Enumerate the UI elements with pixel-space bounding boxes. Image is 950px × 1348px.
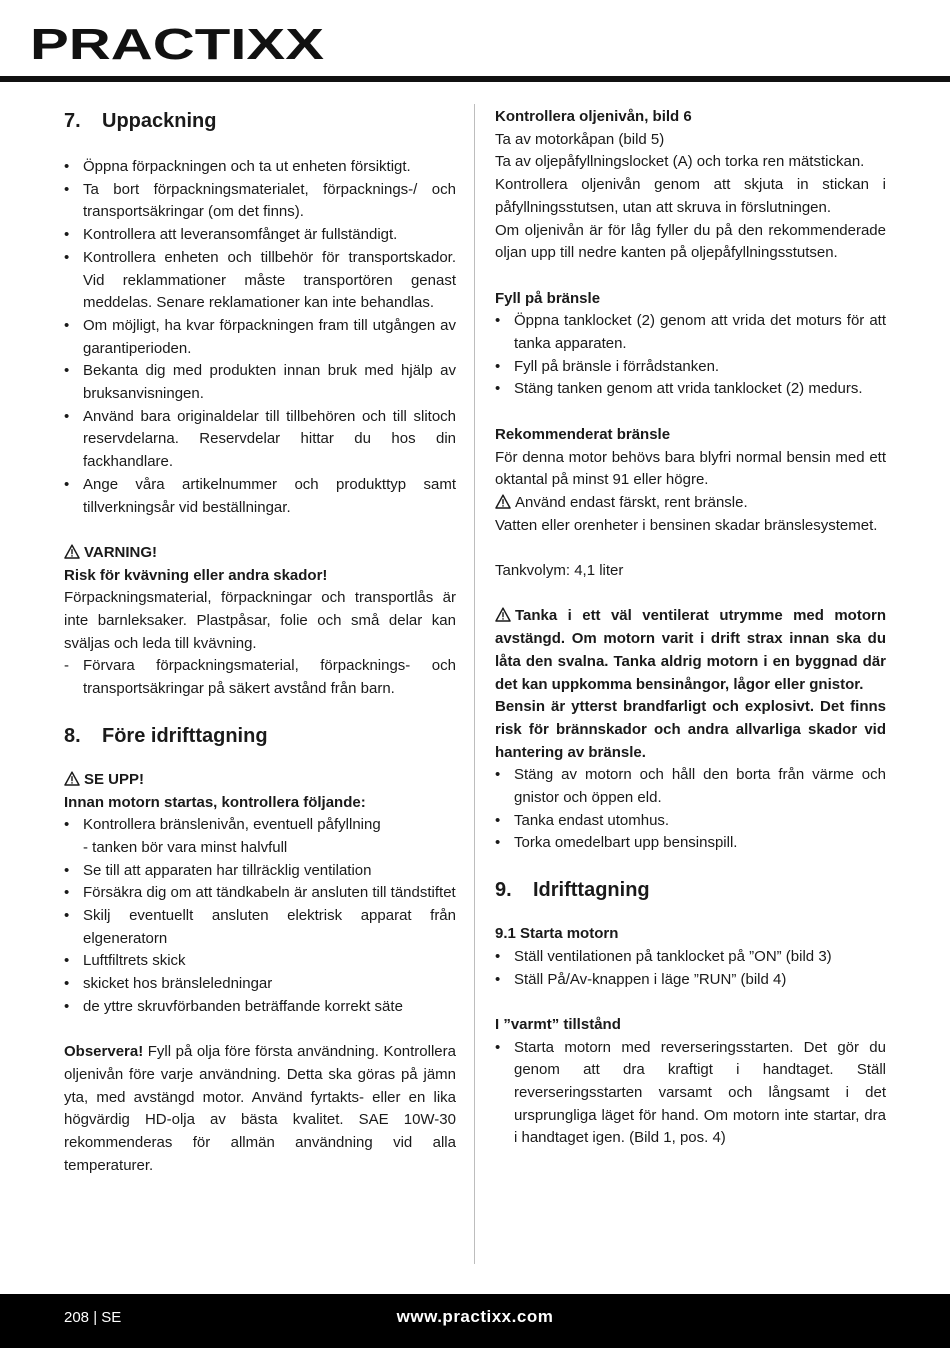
- list-item: • Kontrollera att leveransomfånget är fullständigt.: [64, 224, 456, 247]
- list-item: • Ange våra artikelnummer och produkttyp samt tillverkningsår vid beställningar.: [64, 474, 456, 519]
- section-8-heading: 8. Före idrifttagning: [64, 724, 268, 747]
- list-item: • Använd bara originaldelar till tillbehören och till slitoch reservdelarna. Reservdelar hittar du hos din fackhandlare.: [64, 406, 456, 474]
- list-item: • Stäng av motorn och håll den borta från värme och gnistor och öppen eld.: [495, 764, 886, 809]
- website-url: www.practixx.com: [396, 1307, 554, 1326]
- warning-triangle-icon: [495, 607, 511, 622]
- list-item: • Ställ ventilationen på tanklocket på ”ON” (bild 3): [495, 946, 886, 969]
- list-item: • Försäkra dig om att tändkabeln är ansluten till tändstiftet: [64, 882, 456, 905]
- fuel-heading: Fyll på bränsle: [495, 289, 601, 307]
- recommended-fuel-text: För denna motor behövs bara blyfri normal bensin med ett oktantal på minst 91 eller högre.: [495, 448, 886, 489]
- list-item: • Se till att apparaten har tillräcklig ventilation: [64, 860, 456, 883]
- list-item: • Ställ På/Av-knappen i läge ”RUN” (bild 4): [495, 969, 886, 992]
- warning-triangle-icon: [64, 771, 80, 786]
- warning-dash-list: [64, 655, 456, 700]
- section-9-heading: 9. Idrifttagning: [495, 879, 650, 902]
- list-item: • de yttre skruvförbanden beträffande korrekt säte: [64, 996, 456, 1019]
- page-footer: [0, 1294, 950, 1348]
- oil-line: Kontrollera oljenivån genom att skjuta in stickan i påfyllningsstutsen, utan att skruva in förslutningen.: [495, 176, 886, 216]
- oil-line: Ta av motorkåpan (bild 5): [495, 130, 665, 148]
- list-item: • Torka omedelbart upp bensinspill.: [495, 832, 886, 855]
- list-item: • Skilj eventuellt ansluten elektrisk apparat från elgeneratorn: [64, 905, 456, 950]
- warm-list: [495, 1037, 886, 1151]
- caution-label: SE UPP!: [64, 769, 456, 792]
- list-item: • Fyll på bränsle i förrådstanken.: [495, 356, 886, 379]
- list-item: • Kontrollera bränslenivån, eventuell påfyllning - tanken bör vara minst halvfull: [64, 814, 456, 859]
- list-item: • Bekanta dig med produkten innan bruk med hjälp av bruksanvisningen.: [64, 360, 456, 405]
- warning-label: VARNING!: [64, 542, 456, 565]
- list-item: • Öppna tanklocket (2) genom att vrida det moturs för att tanka apparaten.: [495, 310, 886, 355]
- caution-heading: Innan motorn startas, kontrollera följande:: [64, 793, 366, 811]
- start-heading: 9.1 Starta motorn: [495, 925, 619, 943]
- oil-line: Ta av oljepåfyllningslocket (A) och torka ren mätstickan.: [495, 153, 865, 171]
- header-rule: [0, 76, 950, 82]
- warning-text: Förpackningsmaterial, förpackningar och transportlås är inte barnleksaker. Plastpåsar, folie och små delar kan sväljas och leda till kvävning.: [64, 589, 456, 652]
- list-item: • Öppna förpackningen och ta ut enheten försiktigt.: [64, 156, 456, 179]
- warning-heading: Risk för kvävning eller andra skador!: [64, 566, 328, 584]
- water-warning: Vatten eller orenheter i bensinen skadar bränslesystemet.: [495, 516, 878, 534]
- oil-heading: Kontrollera oljenivån, bild 6: [495, 108, 692, 125]
- danger-text: Tanka i ett väl ventilerat utrymme med motorn avstängd. Om motorn varit i drift strax innan ska du låta den svalna. Tanka aldrig motorn i en byggnad där det kan uppkomma bensinångor, lågor eller gnistor.: [495, 607, 886, 693]
- fresh-fuel-warning: Använd endast färskt, rent bränsle.: [495, 492, 886, 515]
- page-number: 208 | SE: [64, 1309, 122, 1326]
- unpacking-list: [64, 156, 456, 519]
- section-7-heading: 7. Uppackning: [64, 110, 217, 132]
- note-paragraph: Observera! Fyll på olja före första användning. Kontrollera oljenivån före varje användning. Detta ska göras på jämn yta, med avstängd motor. Använd fyrtakts- eller en lika högvärdig HD-olja av bästa kvalitet. SAE 10W-30 rekommenderas för allmän användning vid alla temperaturer.: [64, 1043, 456, 1174]
- warning-triangle-icon: [495, 494, 511, 509]
- warning-triangle-icon: [64, 544, 80, 559]
- list-item: • Starta motorn med reverseringsstarten. Det gör du genom att dra kraftigt i handtaget. Ställ reverseringsstarten varsamt och långsamt i det ursprungliga läget för hand. Om motorn inte startar, dra i handtaget igen. (Bild 1, pos. 4): [495, 1037, 886, 1151]
- page-header: [0, 0, 950, 86]
- check-list: [64, 814, 456, 1018]
- start-list: [495, 946, 886, 991]
- warm-heading: I ”varmt” tillstånd: [495, 1015, 621, 1033]
- practixx-logo: [30, 14, 330, 74]
- right-column: [495, 106, 886, 1150]
- logo-text: PRACTIXX: [30, 20, 324, 69]
- list-item: • Kontrollera enheten och tillbehör för transportskador. Vid reklammationer måste transportören genast meddelas. Senare reklamationer kan inte behandlas.: [64, 247, 456, 315]
- fuel-list: [495, 310, 886, 401]
- list-item: • Tanka endast utomhus.: [495, 810, 886, 833]
- left-column: [64, 106, 456, 1178]
- danger-list: [495, 764, 886, 855]
- list-item: • Ta bort förpackningsmaterialet, förpacknings-/ och transportsäkringar (om det finns).: [64, 179, 456, 224]
- column-divider: [474, 104, 475, 1264]
- danger-text-2: Bensin är ytterst brandfarligt och explosivt. Det finns risk för brännskador och andra allvarliga skador vid hantering av bränsle.: [495, 698, 886, 761]
- oil-line: Om oljenivån är för låg fyller du på den rekommenderade oljan upp till nedre kanten på oljepåfyllningsstutsen.: [495, 221, 886, 262]
- recommended-fuel-heading: Rekommenderat bränsle: [495, 425, 671, 443]
- tank-volume: Tankvolym: 4,1 liter: [495, 562, 624, 580]
- list-item: • Stäng tanken genom att vrida tanklocket (2) medurs.: [495, 378, 886, 401]
- list-item: • skicket hos bränsleledningar: [64, 973, 456, 996]
- list-item: • Om möjligt, ha kvar förpackningen fram till utgången av garantiperioden.: [64, 315, 456, 360]
- list-item: - Förvara förpackningsmaterial, förpacknings- och transportsäkringar på säkert avstånd från barn.: [64, 655, 456, 700]
- list-item: • Luftfiltrets skick: [64, 950, 456, 973]
